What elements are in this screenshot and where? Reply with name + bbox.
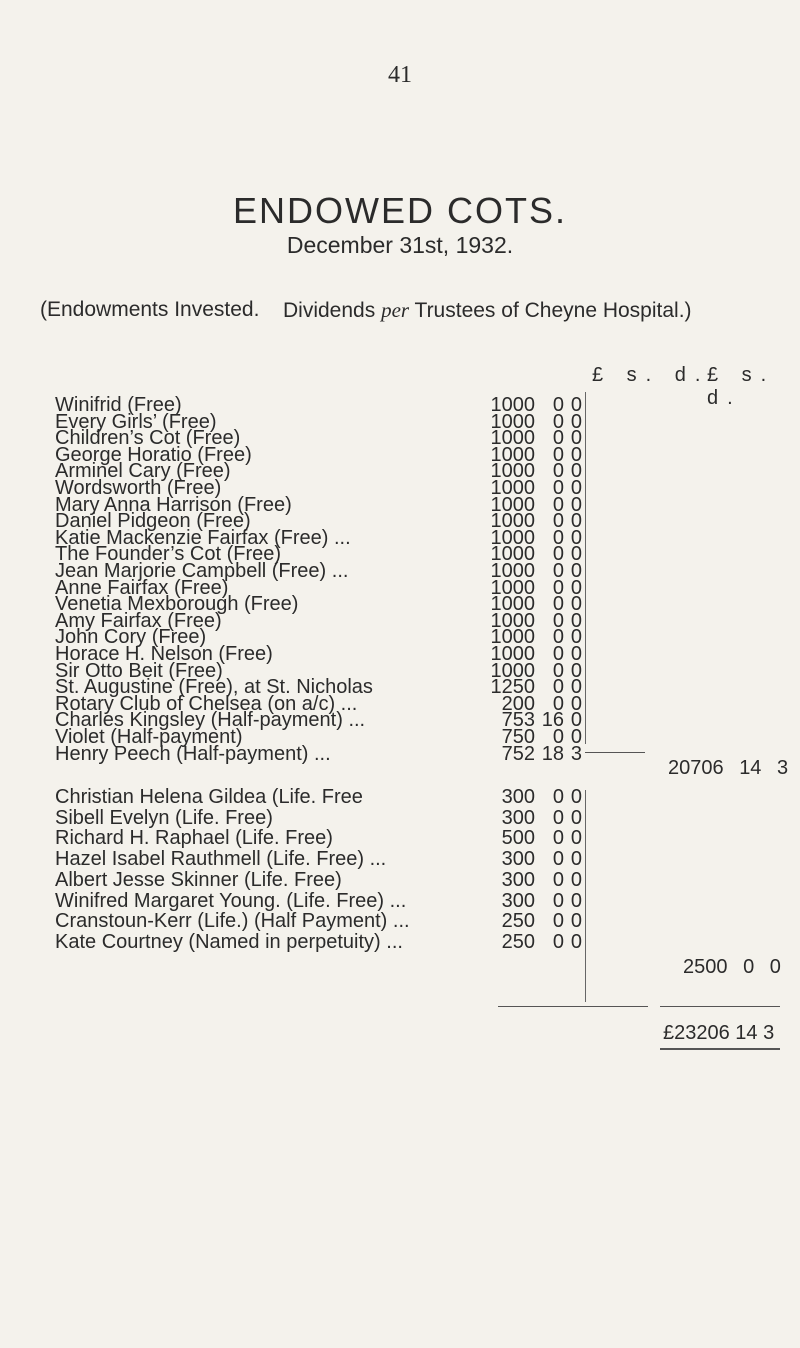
endowment-pounds: 1000: [490, 609, 535, 632]
endowment-shillings: 0: [552, 676, 564, 699]
endowment-shillings: 0: [552, 460, 564, 483]
endowment-pounds: 1000: [490, 593, 535, 616]
endowment-pounds: 300: [501, 806, 535, 829]
endowment-pounds: 250: [501, 930, 535, 953]
group2-subtotal-shillings: 0: [743, 956, 755, 978]
endowment-row: [0, 827, 800, 850]
endowment-name: Kate Courtney (Named in perpetuity) ...: [55, 930, 403, 953]
endowment-row: [0, 890, 800, 913]
endowment-name: Rotary Club of Chelsea (on a/c) ...: [55, 692, 358, 715]
endowment-pence: 0: [570, 709, 582, 732]
endowment-shillings: 0: [552, 526, 564, 549]
endowment-pence: 0: [570, 526, 582, 549]
currency-header-col2: £ s. d.: [707, 364, 776, 409]
header-dividends-post: Trustees of Cheyne Hospital.): [409, 299, 692, 322]
endowment-pounds: 300: [501, 868, 535, 891]
group1-subtotal-pounds: 20706: [668, 757, 724, 779]
endowment-shillings: 0: [552, 786, 564, 808]
endowment-pence: 3: [570, 742, 582, 765]
endowment-name: The Founder’s Cot (Free): [55, 543, 282, 566]
endowment-shillings: 0: [552, 643, 564, 665]
endowment-row: [0, 807, 800, 830]
endowment-pence: 0: [570, 659, 582, 682]
page-subtitle: December 31st, 1932.: [286, 232, 514, 258]
endowment-shillings: 0: [552, 410, 564, 433]
endowment-name: Hazel Isabel Rauthmell (Life. Free) ...: [55, 848, 387, 871]
group1-subtotal: [668, 757, 798, 780]
endowment-pence: 0: [570, 786, 582, 808]
endowment-name: Anne Fairfax (Free): [55, 576, 229, 599]
currency-header-col1: £ s. d.: [592, 364, 710, 386]
endowment-shillings: 0: [552, 510, 564, 533]
endowment-pounds: 1250: [490, 676, 535, 699]
endowment-name: Winifrid (Free): [55, 394, 182, 416]
endowment-name: Mary Anna Harrison (Free): [55, 493, 292, 516]
endowment-pounds: 1000: [490, 659, 535, 682]
endowment-pounds: 300: [501, 889, 535, 912]
group2-subtotal-pence: 0: [769, 956, 781, 978]
endowment-pence: 0: [570, 692, 582, 715]
endowment-pounds: 1000: [490, 543, 535, 566]
endowment-pence: 0: [570, 889, 582, 912]
endowment-pounds: 1000: [490, 576, 535, 599]
endowment-name: Wordsworth (Free): [55, 477, 222, 499]
endowment-pounds: 200: [501, 692, 535, 715]
endowment-name: Jean Marjorie Campbell (Free) ...: [55, 560, 349, 582]
endowment-shillings: 0: [552, 692, 564, 715]
grand-total: £23206 14 3: [663, 1022, 775, 1044]
group2-subtotal: [683, 956, 798, 979]
endowment-pence: 0: [570, 643, 582, 665]
total-underline: [660, 1048, 780, 1050]
endowment-row: [0, 910, 800, 933]
endowment-pounds: 753: [501, 709, 535, 732]
endowment-shillings: 0: [552, 560, 564, 582]
endowment-name: Daniel Pidgeon (Free): [55, 510, 251, 533]
endowment-shillings: 0: [552, 848, 564, 871]
endowment-pence: 0: [570, 806, 582, 829]
endowment-row: [0, 869, 800, 892]
endowment-pence: 0: [570, 510, 582, 533]
endowment-pence: 0: [570, 827, 582, 850]
endowment-shillings: 18: [541, 742, 564, 765]
group2-subtotal-pounds: 2500: [683, 956, 728, 978]
endowment-name: Henry Peech (Half-payment) ...: [55, 742, 331, 765]
endowment-pence: 0: [570, 593, 582, 616]
group1-subtotal-pence: 3: [777, 757, 789, 779]
endowment-shillings: 0: [552, 930, 564, 953]
header-dividends: [283, 298, 692, 323]
endowment-shillings: 16: [541, 709, 564, 732]
endowment-name: Every Girls’ (Free): [55, 410, 217, 433]
page-title: ENDOWED COTS.: [232, 190, 567, 231]
endowment-name: St. Augustine (Free), at St. Nicholas: [55, 676, 373, 699]
endowment-pounds: 1000: [490, 526, 535, 549]
endowment-pence: 0: [570, 443, 582, 466]
endowment-shillings: 0: [552, 726, 564, 748]
endowment-pence: 0: [570, 910, 582, 933]
endowment-pounds: 250: [501, 910, 535, 933]
endowment-name: Charles Kingsley (Half-payment) ...: [55, 709, 366, 732]
endowment-name: Arminel Cary (Free): [55, 460, 231, 483]
endowment-shillings: 0: [552, 593, 564, 616]
endowment-pence: 0: [570, 460, 582, 483]
endowment-shillings: 0: [552, 910, 564, 933]
endowment-shillings: 0: [552, 827, 564, 850]
endowment-pence: 0: [570, 626, 582, 649]
endowment-shillings: 0: [552, 394, 564, 416]
endowment-shillings: 0: [552, 427, 564, 450]
endowment-pounds: 1000: [490, 626, 535, 649]
endowment-pounds: 1000: [490, 477, 535, 499]
endowment-name: Venetia Mexborough (Free): [55, 593, 299, 616]
endowment-pence: 0: [570, 609, 582, 632]
endowment-pounds: 1000: [490, 427, 535, 450]
endowment-pounds: 1000: [490, 510, 535, 533]
endowment-pence: 0: [570, 868, 582, 891]
endowment-shillings: 0: [552, 576, 564, 599]
endowment-name: George Horatio (Free): [55, 443, 252, 466]
endowment-pounds: 300: [501, 848, 535, 871]
endowment-pence: 0: [570, 726, 582, 748]
endowment-shillings: 0: [552, 493, 564, 516]
endowment-pounds: 752: [501, 742, 535, 765]
endowment-shillings: 0: [552, 443, 564, 466]
endowment-pounds: 1000: [490, 460, 535, 483]
endowment-pounds: 1000: [490, 493, 535, 516]
endowment-name: Winifred Margaret Young. (Life. Free) ...: [55, 889, 407, 912]
endowment-shillings: 0: [552, 806, 564, 829]
endowment-pence: 0: [570, 848, 582, 871]
endowment-pence: 0: [570, 427, 582, 450]
endowment-pence: 0: [570, 394, 582, 416]
endowment-name: Cranstoun-Kerr (Life.) (Half Payment) ...: [55, 910, 410, 933]
endowment-pounds: 750: [501, 726, 535, 748]
header-dividends-pre: Dividends: [283, 299, 382, 322]
endowment-pence: 0: [570, 930, 582, 953]
endowment-pounds: 1000: [490, 410, 535, 433]
endowment-pounds: 1000: [490, 643, 535, 665]
endowment-row: [0, 848, 800, 871]
endowment-pence: 0: [570, 560, 582, 582]
endowment-pounds: 1000: [490, 560, 535, 582]
page-number: 41: [388, 62, 412, 88]
group1-subtotal-shillings: 14: [739, 757, 762, 779]
total-rule: [498, 1006, 648, 1007]
endowment-name: Amy Fairfax (Free): [55, 609, 222, 632]
endowment-pence: 0: [570, 477, 582, 499]
endowment-name: Children’s Cot (Free): [55, 427, 241, 450]
endowment-shillings: 0: [552, 868, 564, 891]
endowment-pence: 0: [570, 493, 582, 516]
endowment-shillings: 0: [552, 889, 564, 912]
endowment-name: John Cory (Free): [55, 626, 207, 649]
endowment-name: Horace H. Nelson (Free): [55, 643, 273, 665]
endowment-shillings: 0: [552, 626, 564, 649]
endowment-pence: 0: [570, 676, 582, 699]
endowment-name: Christian Helena Gildea (Life. Free: [55, 786, 363, 808]
endowment-pence: 0: [570, 576, 582, 599]
endowment-row: [0, 931, 800, 954]
endowment-name: Sir Otto Beit (Free): [55, 659, 223, 682]
subtotal-rule: [585, 752, 645, 753]
endowment-name: Albert Jesse Skinner (Life. Free): [55, 868, 342, 891]
endowment-name: Richard H. Raphael (Life. Free): [55, 827, 333, 850]
endowment-pounds: 1000: [490, 443, 535, 466]
endowment-name: Sibell Evelyn (Life. Free): [55, 806, 273, 829]
endowment-pounds: 1000: [490, 394, 535, 416]
total-rule: [660, 1006, 780, 1007]
endowment-shillings: 0: [552, 543, 564, 566]
endowment-shillings: 0: [552, 477, 564, 499]
endowment-name: Violet (Half-payment): [55, 726, 243, 748]
endowment-row: [0, 786, 800, 809]
endowment-pence: 0: [570, 410, 582, 433]
endowment-pounds: 300: [501, 786, 535, 808]
endowment-shillings: 0: [552, 609, 564, 632]
header-dividends-per: per: [381, 298, 410, 322]
endowment-pence: 0: [570, 543, 582, 566]
header-endowments: (Endowments Invested.: [40, 298, 260, 321]
endowment-pounds: 500: [501, 827, 535, 850]
endowment-name: Katie Mackenzie Fairfax (Free) ...: [55, 526, 351, 549]
endowment-shillings: 0: [552, 659, 564, 682]
